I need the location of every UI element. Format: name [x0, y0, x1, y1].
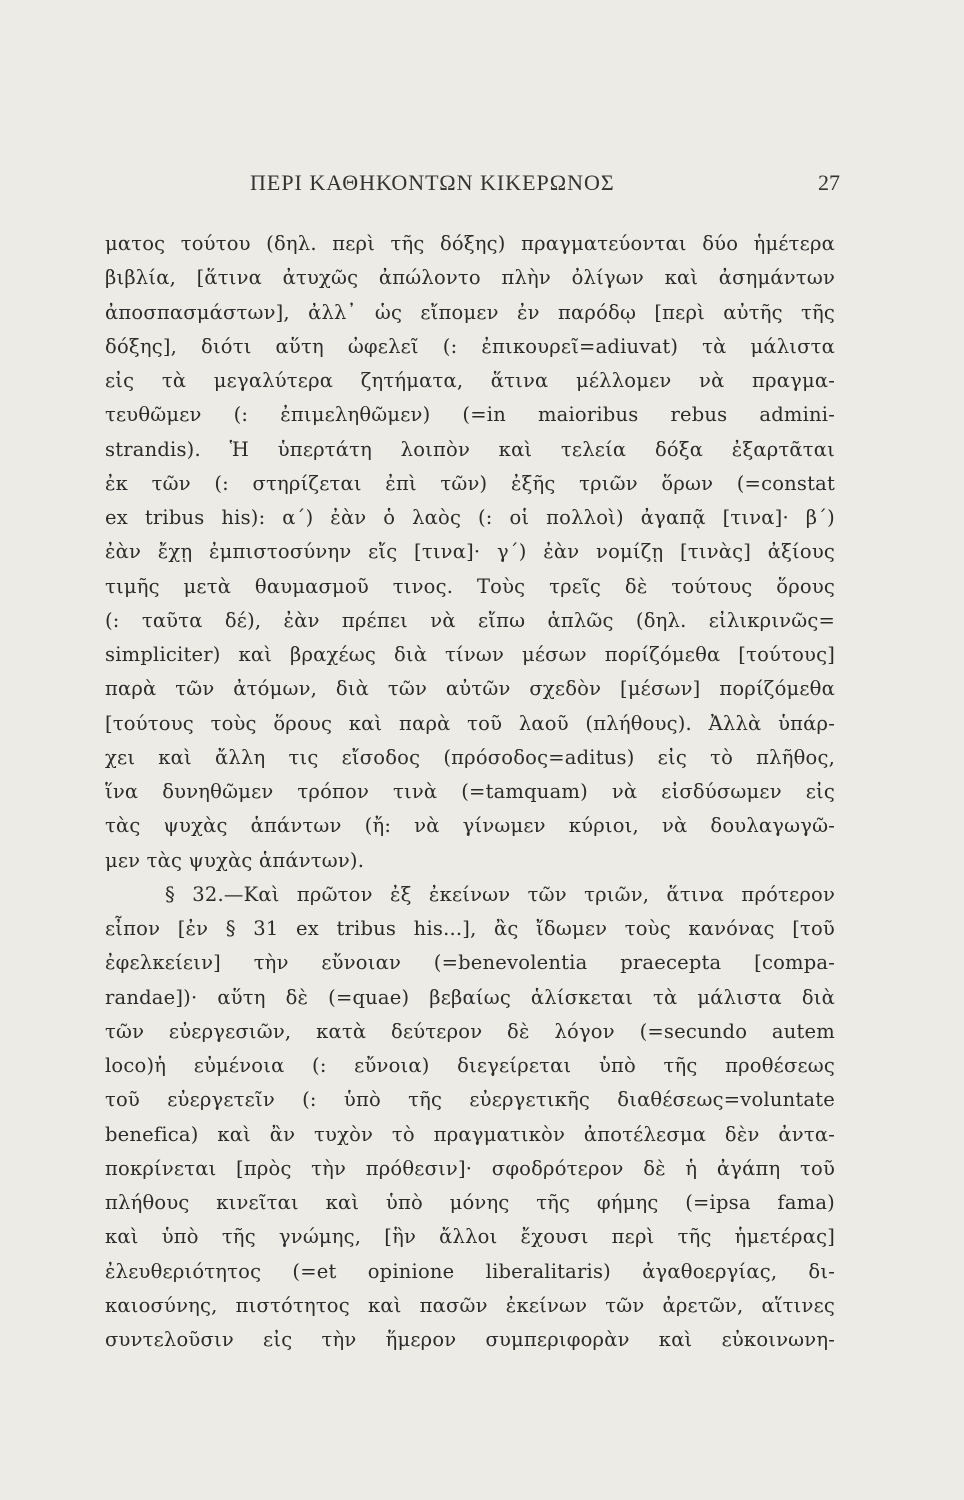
text-line: benefica) καὶ ἂν τυχὸν τὸ πραγματικὸν ἀποτέλεσμα δὲν ἀντα- — [105, 1122, 835, 1146]
text-line: ἐλευθεριότητος (=et opinione liberalitaris) ἀγαθοεργίας, δι- — [105, 1259, 835, 1283]
text-line: τὰς ψυχὰς ἁπάντων (ἤ: νὰ γίνωμεν κύριοι, νὰ δουλαγωγῶ- — [105, 814, 835, 838]
text-line: ἵνα δυνηθῶμεν τρόπον τινὰ (=tamquam) νὰ εἰσδύσωμεν εἰς — [105, 780, 835, 803]
text-line: συντελοῦσιν εἰς τὴν ἥμερον συμπεριφορὰν καὶ εὐκοινωνη- — [105, 1328, 835, 1351]
text-line: τοῦ εὐεργετεῖν (: ὑπὸ τῆς εὐεργετικῆς διαθέσεως=voluntate — [105, 1088, 835, 1112]
text-line: τῶν εὐεργεσιῶν, κατὰ δεύτερον δὲ λόγον (=secundo autem — [105, 1019, 835, 1043]
text-line: (: ταῦτα δέ), ἐὰν πρέπει νὰ εἴπω ἁπλῶς (δηλ. εἰλικρινῶς= — [105, 608, 835, 632]
text-line: [τούτους τοὺς ὅρους καὶ παρὰ τοῦ λαοῦ (πλήθους). Ἀλλὰ ὑπάρ- — [105, 711, 835, 735]
text-line: strandis). Ἡ ὑπερτάτη λοιπὸν καὶ τελεία δόξα ἐξαρτᾶται — [105, 437, 835, 461]
text-line: εἰς τὰ μεγαλύτερα ζητήματα, ἅτινα μέλλομεν νὰ πραγμα- — [105, 369, 835, 392]
text-line: βιβλία, [ἅτινα ἀτυχῶς ἀπώλοντο πλὴν ὀλίγων καὶ ἀσημάντων — [105, 266, 835, 290]
text-line: ex tribus his): α΄) ἐὰν ὁ λαὸς (: οἱ πολλοὶ) ἀγαπᾷ [τινα]· β΄) — [105, 506, 835, 529]
section-start-line: § 32.—Καὶ πρῶτον ἐξ ἐκείνων τῶν τριῶν, ἅτινα πρότερον — [165, 882, 835, 906]
running-title: ΠΕΡΙ ΚΑΘΗΚΟΝΤΩΝ ΚΙΚΕΡΩΝΟΣ — [250, 170, 615, 195]
text-line: ποκρίνεται [πρὸς τὴν πρόθεσιν]· σφοδρότερον δὲ ἡ ἀγάπη τοῦ — [105, 1156, 835, 1180]
text-line: loco)ἡ εὐμένοια (: εὔνοια) διεγείρεται ὑπὸ τῆς προθέσεως — [105, 1054, 835, 1077]
text-line: τιμῆς μετὰ θαυμασμοῦ τινος. Τοὺς τρεῖς δὲ τούτους ὅρους — [105, 574, 835, 598]
running-head — [100, 170, 840, 206]
text-line: ἐὰν ἔχῃ ἐμπιστοσύνην εἴς [τινα]· γ΄) ἐὰν νομίζῃ [τινὰς] ἀξίους — [105, 540, 835, 564]
text-line: ἀποσπασμάστων], ἀλλ᾽ ὡς εἴπομεν ἐν παρόδῳ [περὶ αὐτῆς τῆς — [105, 300, 835, 324]
text-line: πλήθους κινεῖται καὶ ὑπὸ μόνης τῆς φήμης (=ipsa fama) — [105, 1191, 835, 1214]
text-line: καὶ ὑπὸ τῆς γνώμης, [ἣν ἄλλοι ἔχουσι περὶ τῆς ἡμετέρας] — [105, 1225, 835, 1249]
page-number: 27 — [818, 170, 840, 195]
text-line: καιοσύνης, πιστότητος καὶ πασῶν ἐκείνων τῶν ἀρετῶν, αἵτινες — [105, 1293, 835, 1317]
text-line: τευθῶμεν (: ἐπιμεληθῶμεν) (=in maioribus rebus admini- — [105, 403, 835, 427]
text-line: εἶπον [ἐν § 31 ex tribus his...], ἂς ἴδωμεν τοὺς κανόνας [τοῦ — [105, 917, 835, 940]
text-line: simpliciter) καὶ βραχέως διὰ τίνων μέσων πορίζόμεθα [τούτους] — [105, 643, 835, 666]
text-line: παρὰ τῶν ἀτόμων, διὰ τῶν αὐτῶν σχεδὸν [μέσων] πορίζόμεθα — [105, 677, 835, 701]
text-line: δόξης], διότι αὕτη ὠφελεῖ (: ἐπικουρεῖ=adiuvat) τὰ μάλιστα — [105, 334, 835, 358]
text-line: μεν τὰς ψυχὰς ἁπάντων). — [105, 848, 365, 872]
text-line: randae])· αὕτη δὲ (=quae) βεβαίως ἁλίσκεται τὰ μάλιστα διὰ — [105, 985, 835, 1009]
text-line: χει καὶ ἄλλη τις εἴσοδος (πρόσοδος=aditus) εἰς τὸ πλῆθος, — [105, 745, 835, 769]
text-line: ἐφελκείειν] τὴν εὔνοιαν (=benevolentia praecepta [compa- — [105, 951, 835, 975]
body-text — [105, 227, 835, 1357]
text-line: ἐκ τῶν (: στηρίζεται ἐπὶ τῶν) ἐξῆς τριῶν ὅρων (=constat — [105, 471, 835, 495]
text-line: ματος τούτου (δηλ. περὶ τῆς δόξης) πραγματεύονται δύο ἡμέτερα — [105, 232, 835, 255]
